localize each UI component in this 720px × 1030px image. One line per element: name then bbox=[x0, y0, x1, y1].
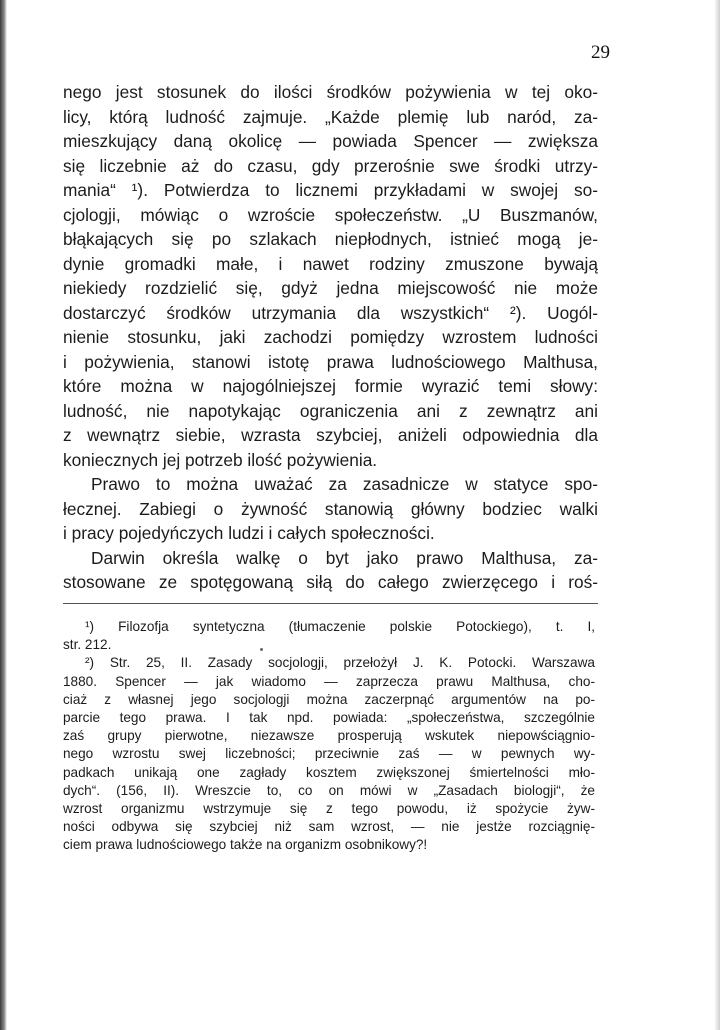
page-binding-edge bbox=[0, 0, 7, 1030]
text-line: nienie stosunku, jaki zachodzi pomiędzy wzrostem ludności bbox=[63, 327, 598, 347]
page-number: 29 bbox=[591, 42, 610, 63]
text-line: mieszkujący daną okolicę — powiada Spencer — zwiększa bbox=[63, 131, 598, 151]
footnote-line: str. 212. bbox=[63, 637, 112, 653]
footnote-line: dych“. (156, II). Wreszcie to, co on mówi w „Zasadach biologji“, że bbox=[63, 782, 595, 798]
print-speck bbox=[260, 648, 263, 651]
footnote-line: 1880. Spencer — jak wiadomo — zaprzecza prawu Malthusa, cho- bbox=[63, 673, 595, 689]
footnote-line: ¹) Filozofja syntetyczna (tłumaczenie polskie Potockiego), t. I, bbox=[85, 619, 595, 634]
text-line: nego jest stosunek do ilości środków pożywienia w tej oko- bbox=[63, 82, 598, 102]
text-line: łecznej. Zabiegi o żywność stanowią główny bodziec walki bbox=[63, 498, 598, 519]
text-line: i pracy pojedyńczych ludzi i całych społeczności. bbox=[63, 523, 435, 543]
footnote-line: padkach unikają one zagłady kosztem zwiększonej śmiertelności mło- bbox=[63, 764, 595, 780]
text-line: stosowane ze spotęgowaną siłą do całego zwierzęcego i roś- bbox=[63, 572, 598, 592]
text-line: koniecznych jej potrzeb ilość pożywienia. bbox=[63, 449, 378, 470]
text-line: dynie gromadki małe, i nawet rodziny zmuszone bywają bbox=[63, 253, 598, 274]
text-line: dostarczyć środków utrzymania dla wszystkich“ ²). Uogól- bbox=[63, 302, 598, 323]
footnote-line: ²) Str. 25, II. Zasady socjologji, przełożył J. K. Potocki. Warszawa bbox=[85, 655, 595, 671]
footnote-line: nego wzrostu swej liczebności; przeciwnie zaś — w pewnych wy- bbox=[63, 746, 595, 762]
footnote-line: ciaż z własnej jego socjologji można zaczerpnąć argumentów na po- bbox=[63, 691, 595, 707]
footnotes bbox=[63, 618, 595, 854]
text-line: licy, którą ludność zajmuje. „Każde plemię lub naród, za- bbox=[63, 106, 598, 127]
text-line: błąkających się po szlakach niepłodnych, istnieć mogą je- bbox=[63, 229, 598, 249]
text-line: ludność, nie napotykając ograniczenia ani z zewnątrz ani bbox=[63, 400, 598, 421]
paragraph-start-line: Darwin określa walkę o byt jako prawo Malthusa, za- bbox=[91, 547, 598, 568]
text-line: które można w najogólniejszej formie wyrazić temi słowy: bbox=[63, 376, 598, 396]
page-outer-edge bbox=[714, 0, 720, 1030]
text-line: i pożywienia, stanowi istotę prawa ludnościowego Malthusa, bbox=[63, 351, 598, 372]
paragraph-start-line: Prawo to można uważać za zasadnicze w statyce spo- bbox=[91, 474, 598, 494]
text-line: z wewnątrz siebie, wzrasta szybciej, aniżeli odpowiednia dla bbox=[63, 425, 598, 445]
footnote-line: parcie tego prawa. I tak npd. powiada: „społeczeństwa, szczególnie bbox=[63, 709, 595, 725]
footnote-divider bbox=[63, 603, 598, 604]
text-line: cjologji, mówiąc o wzroście społeczeństw. „U Buszmanów, bbox=[63, 204, 598, 225]
text-line: się liczebnie aż do czasu, gdy przerośnie swe środki utrzy- bbox=[63, 155, 598, 176]
text-line: mania“ ¹). Potwierdza to licznemi przykładami w swojej so- bbox=[63, 180, 598, 200]
text-line: niekiedy rozdzielić się, gdyż jedna miejscowość nie może bbox=[63, 278, 598, 298]
footnote-line: ciem prawa ludnościowego także na organizm osobnikowy?! bbox=[63, 837, 428, 853]
main-text bbox=[63, 80, 598, 595]
footnote-line: wzrost organizmu wstrzymuje się z tego powodu, iż spożycie żyw- bbox=[63, 800, 595, 816]
footnote-line: zaś grupy pierwotne, niezawsze prosperują wskutek niepowściągnio- bbox=[63, 728, 595, 744]
footnote-line: ności odbywa się szybciej niż sam wzrost, — nie jestże rozciągnię- bbox=[63, 819, 595, 835]
